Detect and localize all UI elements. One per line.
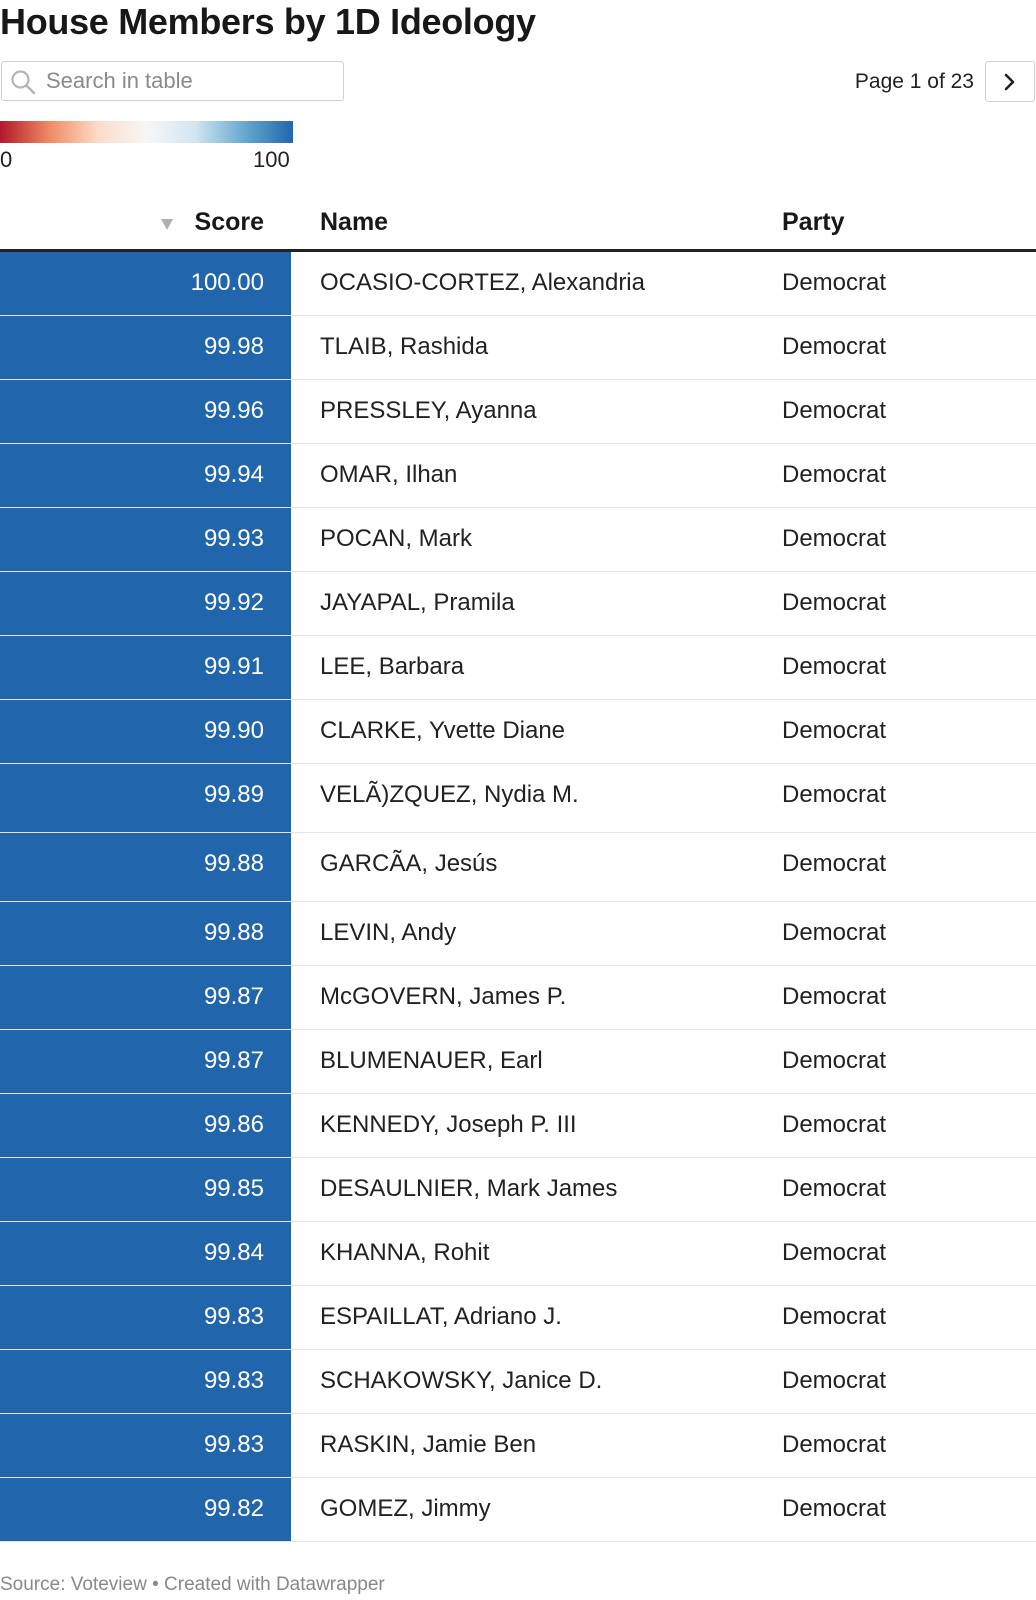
name-cell: LEVIN, Andy: [320, 919, 457, 946]
table-row: [0, 252, 1036, 316]
score-cell: 99.88: [0, 833, 291, 901]
chevron-right-icon: [1002, 73, 1018, 91]
score-cell: 99.98: [0, 316, 291, 379]
score-cell: 99.86: [0, 1094, 291, 1157]
next-page-button[interactable]: [985, 61, 1035, 102]
party-cell: Democrat: [782, 983, 887, 1010]
party-cell: Democrat: [782, 1175, 887, 1202]
table-row: [0, 833, 1036, 902]
legend-max-label: 100: [253, 147, 290, 172]
party-cell: Democrat: [782, 589, 887, 616]
name-cell: CLARKE, Yvette Diane: [320, 717, 566, 744]
name-cell: JAYAPAL, Pramila: [320, 589, 515, 616]
color-legend: [0, 121, 293, 143]
score-cell: 99.88: [0, 902, 291, 965]
table-row: [0, 508, 1036, 572]
search-box[interactable]: [1, 61, 344, 101]
chart-title: House Members by 1D Ideology: [0, 1, 536, 42]
search-icon: [10, 69, 36, 95]
column-header-name[interactable]: Name: [320, 208, 389, 236]
name-cell: SCHAKOWSKY, Janice D.: [320, 1367, 603, 1394]
source-footer: Source: Voteview • Created with Datawrapper: [0, 1574, 385, 1595]
party-cell: Democrat: [782, 850, 887, 877]
score-cell: 99.89: [0, 764, 291, 832]
table-row: [0, 700, 1036, 764]
score-cell: 99.85: [0, 1158, 291, 1221]
party-cell: Democrat: [782, 333, 887, 360]
party-cell: Democrat: [782, 461, 887, 488]
name-cell: TLAIB, Rashida: [320, 333, 489, 360]
table-row: [0, 1478, 1036, 1542]
table-row: [0, 1158, 1036, 1222]
name-cell: GOMEZ, Jimmy: [320, 1495, 491, 1522]
name-cell: ESPAILLAT, Adriano J.: [320, 1303, 562, 1330]
party-cell: Democrat: [782, 1495, 887, 1522]
party-cell: Democrat: [782, 781, 887, 808]
score-cell: 99.87: [0, 1030, 291, 1093]
data-table: [0, 200, 1036, 1542]
score-cell: 99.91: [0, 636, 291, 699]
legend-min-label: 0: [0, 147, 13, 172]
name-cell: LEE, Barbara: [320, 653, 465, 680]
score-cell: 99.90: [0, 700, 291, 763]
party-cell: Democrat: [782, 1111, 887, 1138]
score-cell: 99.83: [0, 1414, 291, 1477]
table-row: [0, 1286, 1036, 1350]
party-cell: Democrat: [782, 1367, 887, 1394]
score-cell: 99.83: [0, 1286, 291, 1349]
score-cell: 99.96: [0, 380, 291, 443]
score-cell: 99.87: [0, 966, 291, 1029]
party-cell: Democrat: [782, 653, 887, 680]
name-cell: OCASIO-CORTEZ, Alexandria: [320, 269, 645, 296]
column-header-score[interactable]: Score: [194, 208, 264, 236]
name-cell: VELÃ)ZQUEZ, Nydia M.: [320, 781, 579, 808]
table-row: [0, 572, 1036, 636]
score-cell: 99.84: [0, 1222, 291, 1285]
search-input[interactable]: [46, 62, 336, 100]
name-cell: BLUMENAUER, Earl: [320, 1047, 543, 1074]
table-row: [0, 316, 1036, 380]
party-cell: Democrat: [782, 269, 887, 296]
table-row: [0, 1350, 1036, 1414]
party-cell: Democrat: [782, 525, 887, 552]
score-cell: 99.82: [0, 1478, 291, 1541]
table-row: [0, 1222, 1036, 1286]
table-row: [0, 764, 1036, 833]
party-cell: Democrat: [782, 1431, 887, 1458]
table-row: [0, 966, 1036, 1030]
name-cell: RASKIN, Jamie Ben: [320, 1431, 537, 1458]
score-cell: 99.93: [0, 508, 291, 571]
table-row: [0, 1094, 1036, 1158]
table-header: [0, 200, 1036, 252]
name-cell: PRESSLEY, Ayanna: [320, 397, 537, 424]
party-cell: Democrat: [782, 1047, 887, 1074]
score-cell: 99.94: [0, 444, 291, 507]
party-cell: Democrat: [782, 919, 887, 946]
name-cell: McGOVERN, James P.: [320, 983, 567, 1010]
score-cell: 100.00: [0, 252, 291, 315]
sort-descending-icon[interactable]: [160, 217, 174, 231]
party-cell: Democrat: [782, 1303, 887, 1330]
table-row: [0, 902, 1036, 966]
table-row: [0, 636, 1036, 700]
table-row: [0, 1414, 1036, 1478]
score-cell: 99.83: [0, 1350, 291, 1413]
table-row: [0, 380, 1036, 444]
name-cell: KENNEDY, Joseph P. III: [320, 1111, 577, 1138]
name-cell: KHANNA, Rohit: [320, 1239, 490, 1266]
party-cell: Democrat: [782, 397, 887, 424]
score-cell: 99.92: [0, 572, 291, 635]
name-cell: DESAULNIER, Mark James: [320, 1175, 618, 1202]
table-row: [0, 1030, 1036, 1094]
name-cell: OMAR, Ilhan: [320, 461, 458, 488]
page-indicator: Page 1 of 23: [854, 70, 974, 93]
name-cell: POCAN, Mark: [320, 525, 473, 552]
name-cell: GARCÃA, Jesús: [320, 850, 498, 877]
party-cell: Democrat: [782, 717, 887, 744]
party-cell: Democrat: [782, 1239, 887, 1266]
table-row: [0, 444, 1036, 508]
table-body: [0, 252, 1036, 1542]
column-header-party[interactable]: Party: [782, 208, 845, 236]
